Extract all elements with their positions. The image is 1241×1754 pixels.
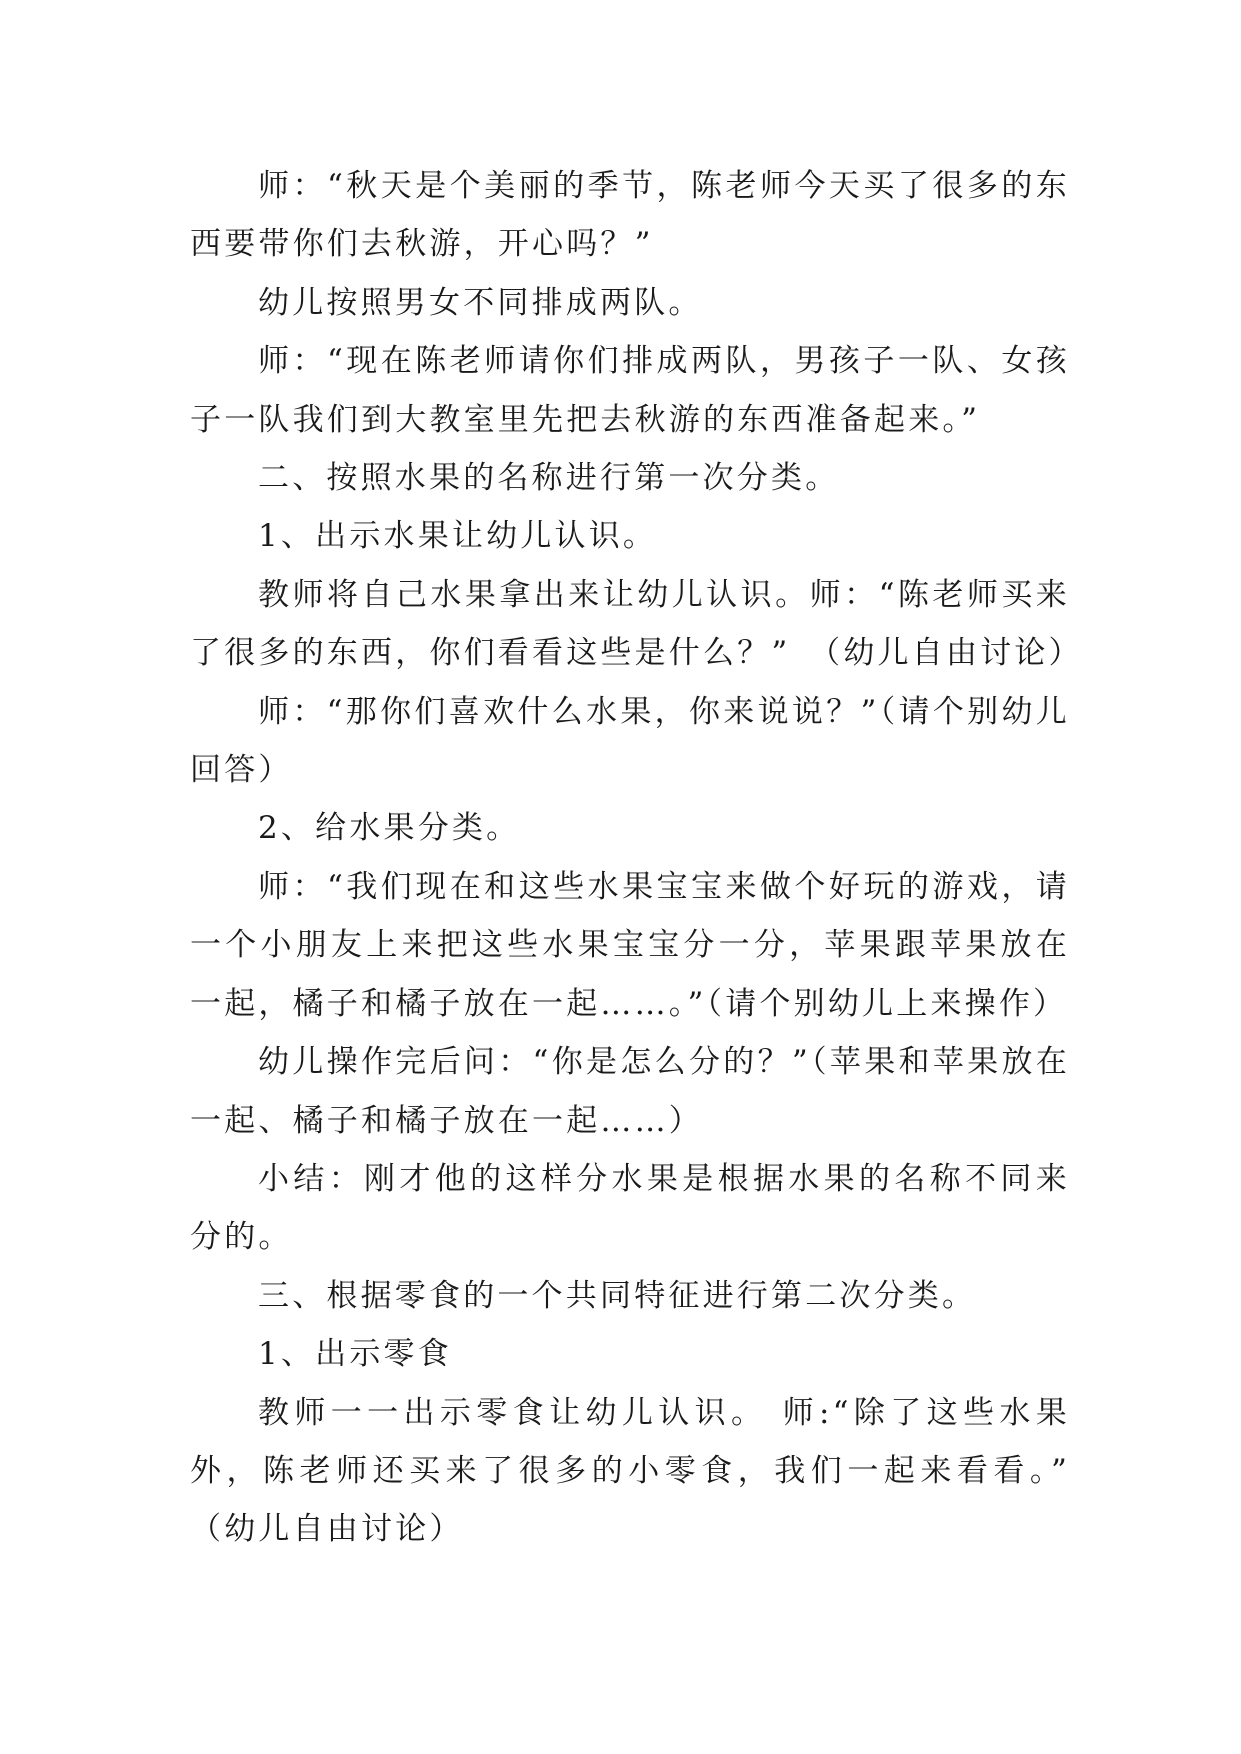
paragraph: 师：“我们现在和这些水果宝宝来做个好玩的游戏，请一个小朋友上来把这些水果宝宝分一分，苹果跟苹果放在一起，橘子和橘子放在一起……。”（请个别幼儿上来操作）: [190, 868, 1070, 1022]
paragraph: 幼儿按照男女不同排成两队。: [258, 284, 703, 321]
subsection-heading: 2、给水果分类。: [258, 810, 521, 847]
paragraph: 教师一一出示零食让幼儿认识。 师:“除了这些水果外，陈老师还买来了很多的小零食，我们一起来看看。” （幼儿自由讨论）: [190, 1394, 1105, 1548]
paragraph: 师：“那你们喜欢什么水果，你来说说？”（请个别幼儿回答）: [190, 693, 1070, 789]
paragraph: 师：“现在陈老师请你们排成两队，男孩子一队、女孩子一队我们到大教室里先把去秋游的东西准备起来。”: [190, 343, 1070, 438]
paragraph: 师：“秋天是个美丽的季节，陈老师今天买了很多的东西要带你们去秋游，开心吗？”: [190, 168, 1070, 263]
subsection-heading: 1、出示零食: [258, 1336, 452, 1373]
subsection-heading: 1、出示水果让幼儿认识。: [258, 518, 658, 555]
paragraph: 幼儿操作完后问：“你是怎么分的？”（苹果和苹果放在一起、橘子和橘子放在一起……）: [190, 1044, 1070, 1139]
paragraph: 教师将自己水果拿出来让幼儿认识。师：“陈老师买来了很多的东西，你们看看这些是什么？” （幼儿自由讨论）: [190, 576, 1083, 672]
section-heading: 三、根据零食的一个共同特征进行第二次分类。: [258, 1277, 977, 1314]
section-heading: 二、按照水果的名称进行第一次分类。: [258, 460, 840, 497]
paragraph: 小结：刚才他的这样分水果是根据水果的名称不同来分的。: [190, 1160, 1070, 1256]
document-body: [190, 157, 1105, 1559]
